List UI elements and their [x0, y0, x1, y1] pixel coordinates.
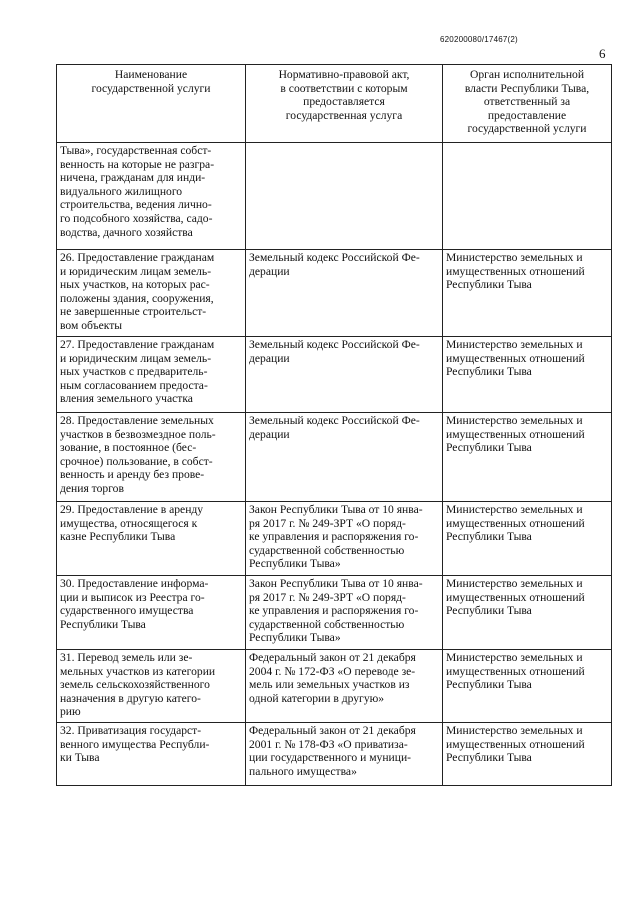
- act-cell: [246, 143, 443, 250]
- service-cell: 32. Приватизация государст- венного имущества Республи- ки Тыва: [57, 723, 246, 786]
- service-cell: 26. Предоставление гражданам и юридическим лицам земель- ных участков, на которых рас- положены здания, сооружения, не завершенные строительст- вом объекты: [57, 250, 246, 337]
- authority-cell: Министерство земельных и имущественных отношений Республики Тыва: [443, 650, 612, 723]
- table-header-row: [57, 65, 612, 143]
- service-cell: 31. Перевод земель или зе- мельных участков из категории земель сельскохозяйственного назначения в другую катего- рию: [57, 650, 246, 723]
- act-cell: Закон Республики Тыва от 10 янва- ря 2017 г. № 249-ЗРТ «О поряд- ке управления и распоряжения го- сударственной собственностью Республики Тыва»: [246, 502, 443, 576]
- authority-cell: Министерство земельных и имущественных отношений Республики Тыва: [443, 723, 612, 786]
- header-authority: Орган исполнительной власти Республики Тыва, ответственный за предоставление государственной услуги: [443, 65, 612, 143]
- table-row: [57, 650, 612, 723]
- authority-cell: Министерство земельных и имущественных отношений Республики Тыва: [443, 337, 612, 413]
- document-code: 620200080/17467(2): [440, 35, 518, 44]
- service-cell: 29. Предоставление в аренду имущества, относящегося к казне Республики Тыва: [57, 502, 246, 576]
- header-service-name: Наименование государственной услуги: [57, 65, 246, 143]
- act-cell: Земельный кодекс Российской Фе- дерации: [246, 250, 443, 337]
- authority-cell: Министерство земельных и имущественных отношений Республики Тыва: [443, 576, 612, 650]
- service-cell: Тыва», государственная собст- венность на которые не разгра- ничена, гражданам для инди- видуального жилищного строительства, ведения лично- го подсобного хозяйства, садо- водства, дачного хозяйства: [57, 143, 246, 250]
- table-row: [57, 576, 612, 650]
- header-legal-act: Нормативно-правовой акт, в соответствии с которым предоставляется государственная услуга: [246, 65, 443, 143]
- page-number: 6: [599, 46, 606, 61]
- table-row: [57, 143, 612, 250]
- act-cell: Земельный кодекс Российской Фе- дерации: [246, 413, 443, 502]
- act-cell: Федеральный закон от 21 декабря 2004 г. № 172-ФЗ «О переводе зе- мель или земельных участков из одной категории в другую»: [246, 650, 443, 723]
- service-cell: 27. Предоставление гражданам и юридическим лицам земель- ных участков с предваритель- ным согласованием предоста- вления земельного участка: [57, 337, 246, 413]
- table-row: [57, 723, 612, 786]
- service-cell: 30. Предоставление информа- ции и выписок из Реестра го- сударственного имущества Республики Тыва: [57, 576, 246, 650]
- service-cell: 28. Предоставление земельных участков в безвозмездное поль- зование, в постоянное (бес- срочное) пользование, в собст- венность и аренду без прове- дения торгов: [57, 413, 246, 502]
- table-row: [57, 337, 612, 413]
- act-cell: Земельный кодекс Российской Фе- дерации: [246, 337, 443, 413]
- table-row: [57, 250, 612, 337]
- authority-cell: [443, 143, 612, 250]
- services-table: [56, 64, 612, 786]
- table-row: [57, 413, 612, 502]
- authority-cell: Министерство земельных и имущественных отношений Республики Тыва: [443, 502, 612, 576]
- table-row: [57, 502, 612, 576]
- authority-cell: Министерство земельных и имущественных отношений Республики Тыва: [443, 250, 612, 337]
- act-cell: Федеральный закон от 21 декабря 2001 г. № 178-ФЗ «О приватиза- ции государственного и муници- пального имущества»: [246, 723, 443, 786]
- act-cell: Закон Республики Тыва от 10 янва- ря 2017 г. № 249-ЗРТ «О поряд- ке управления и распоряжения го- сударственной собственностью Республики Тыва»: [246, 576, 443, 650]
- authority-cell: Министерство земельных и имущественных отношений Республики Тыва: [443, 413, 612, 502]
